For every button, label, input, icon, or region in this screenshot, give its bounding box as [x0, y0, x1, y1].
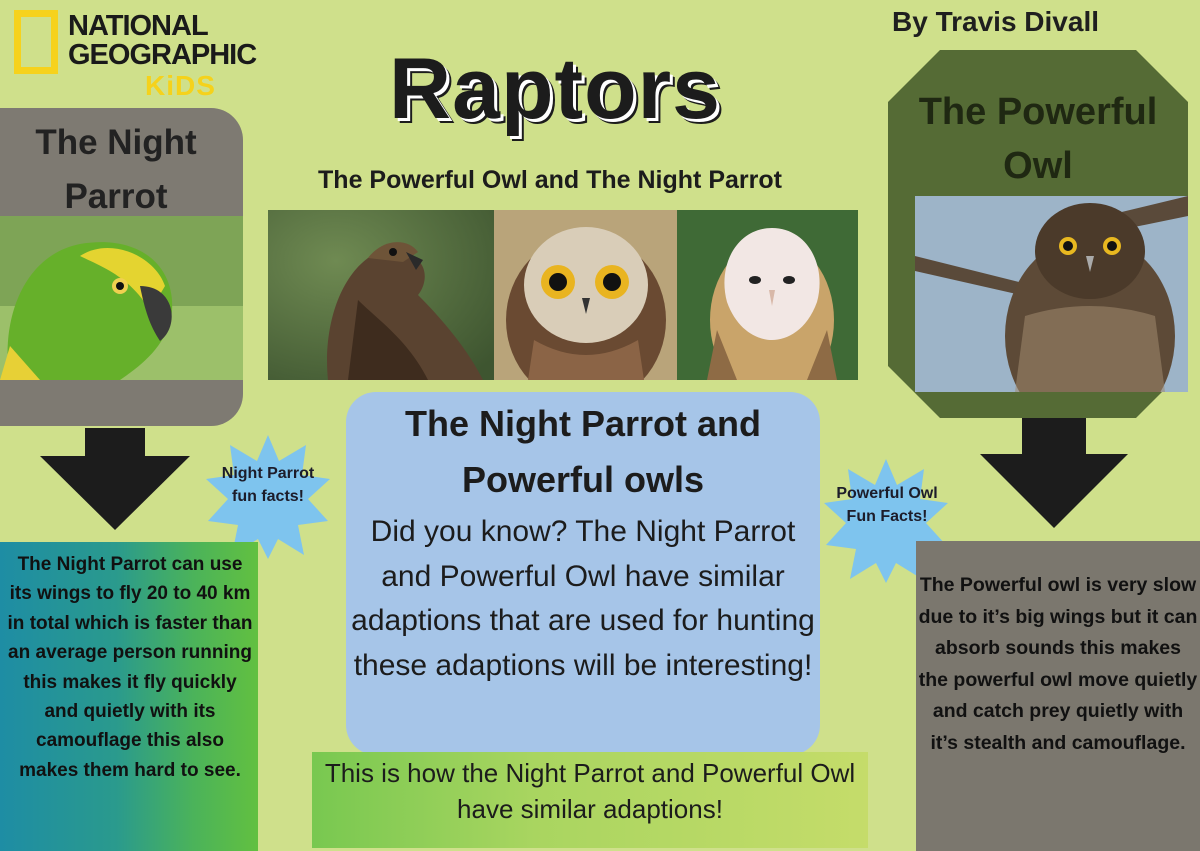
natgeo-logo-text [68, 12, 256, 70]
right-fact-text: The Powerful owl is very slow due to it’s big wings but it can absorb sounds this makes the powerful owl move quietly and catch prey quietly with it’s stealth and camouflage. [918, 574, 1198, 754]
natgeo-logo-frame [14, 10, 58, 74]
center-title: The Night Parrot and Powerful owls [404, 403, 761, 500]
bottom-banner-text: This is how the Night Parrot and Powerful Owl have similar adaptions! [324, 758, 856, 824]
powerful-owl-title: The Powerful Owl [918, 91, 1158, 187]
right-down-arrow [980, 418, 1128, 530]
author: By Travis Divall [892, 6, 1100, 37]
logo-line-geographic: GEOGRAPHIC [68, 39, 257, 71]
left-down-arrow [40, 428, 190, 532]
logo-kids: KiDS [145, 70, 216, 101]
barn-owl-photo [677, 210, 858, 380]
parrot-photo [0, 216, 243, 380]
left-star-text: Night Parrot fun facts! [221, 465, 315, 505]
center-body: Did you know? The Night Parrot and Powerful Owl have similar adaptions that are used for hunting these adaptions will be interesting! [351, 515, 815, 682]
eagle-photo [268, 210, 494, 380]
left-fact-text: The Night Parrot can use its wings to fly 20 to 40 km in total which is faster than an average person running this makes it fly quickly and quietly with its camouflage this also makes them hard to see. [7, 554, 253, 781]
logo-line-national: NATIONAL [68, 10, 208, 42]
page-title: Raptors [389, 41, 721, 137]
saw-whet-owl-photo [494, 210, 677, 380]
page-subtitle: The Powerful Owl and The Night Parrot [318, 166, 782, 194]
right-star-text: Powerful Owl Fun Facts! [836, 485, 938, 525]
powerful-owl-photo [915, 196, 1188, 392]
night-parrot-title: The Night Parrot [35, 123, 197, 216]
